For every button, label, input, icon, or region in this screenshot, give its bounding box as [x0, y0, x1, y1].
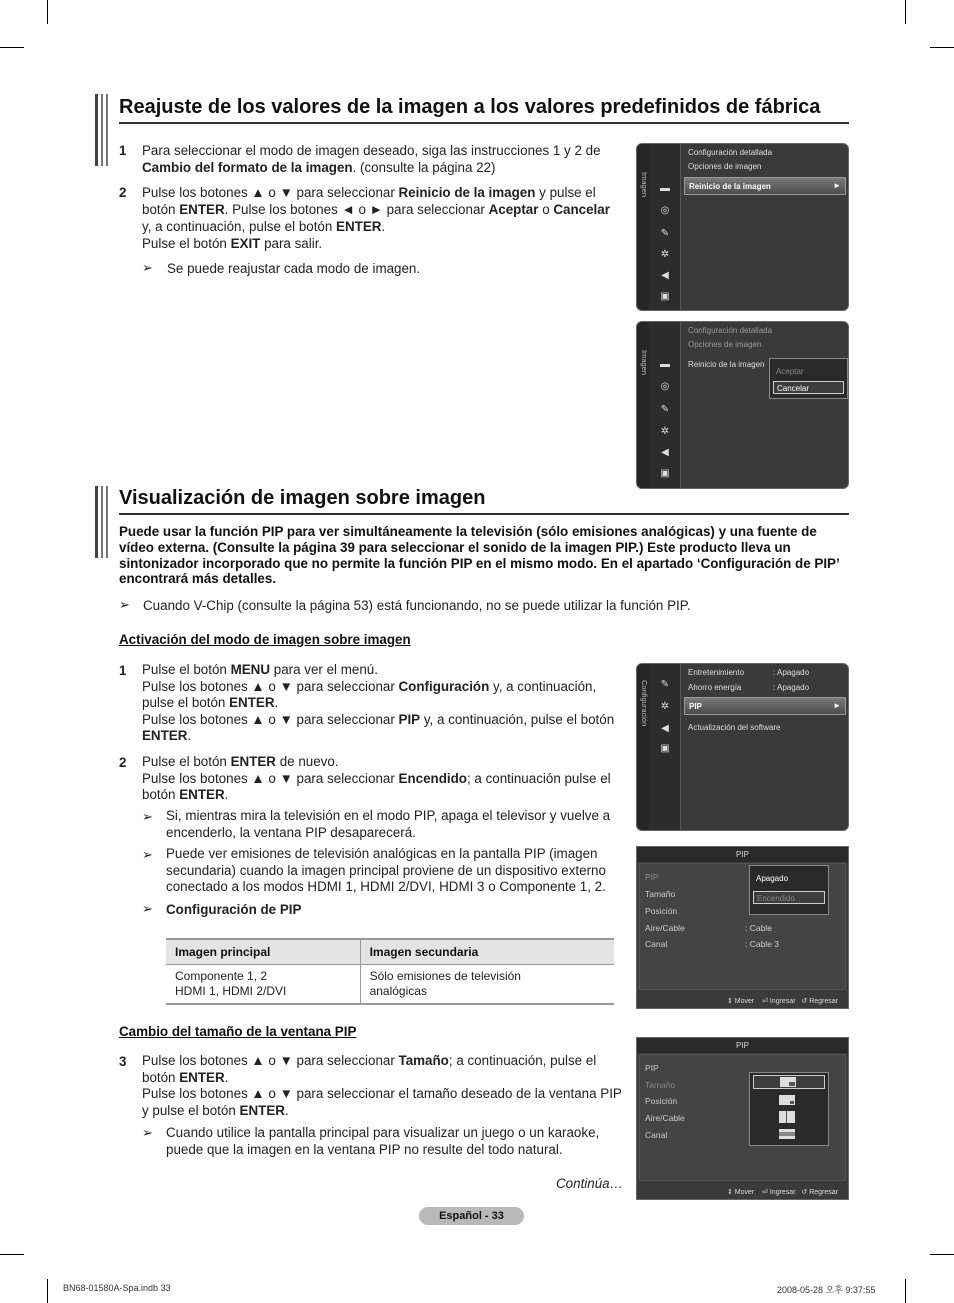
sound-icon: ◎: [660, 205, 670, 216]
setup-icon: ✲: [660, 426, 670, 437]
step-text: Pulse el botón ENTER de nuevo. Pulse los botones ▲ o ▼ para seleccionar Encendido; a continuación pulse el botón ENTER.: [142, 754, 611, 803]
arrow-right-icon: ►: [833, 701, 841, 710]
menu-item[interactable]: Actualización del software: [688, 723, 781, 732]
section-bar: [101, 486, 103, 558]
crop-mark: [905, 0, 906, 24]
option-accept[interactable]: Aceptar: [776, 367, 804, 376]
note-text: Configuración de PIP: [166, 902, 302, 917]
crop-mark: [0, 1254, 24, 1255]
section-title: Reajuste de los valores de la imagen a los valores predefinidos de fábrica: [119, 96, 821, 118]
picture-icon: ▬: [660, 183, 670, 194]
step-number: 1: [119, 663, 127, 678]
note-arrow-icon: ➢: [142, 1125, 153, 1140]
pip-row[interactable]: PIP: [645, 1063, 659, 1073]
step-number: 2: [119, 185, 127, 200]
step-text: Pulse los botones ▲ o ▼ para seleccionar Tamaño; a continuación, pulse el botón ENTER. Pulse los botones ▲ o ▼ para seleccionar el tamaño deseado de la ventana PIP y pulse el botón ENTER.: [142, 1053, 622, 1118]
panel-footer: ⇕ Mover ⏎ Ingresar ↺ Regresar: [727, 998, 838, 1005]
section-bar: [106, 94, 108, 166]
subsection-heading: Activación del modo de imagen sobre imagen: [119, 632, 411, 647]
footer-timestamp: 2008-05-28 오후 9:37:55: [777, 1285, 876, 1295]
pip-value: : Cable 3: [745, 939, 780, 949]
note-arrow-icon: ➢: [119, 597, 130, 612]
menu-item[interactable]: Ahorro energía: [688, 683, 742, 692]
size-option-selected[interactable]: [753, 1075, 825, 1089]
note-text: Si, mientras mira la televisión en el modo PIP, apaga el televisor y vuelve a encenderlo, la ventana PIP desaparecerá.: [166, 808, 611, 840]
menu-item[interactable]: Opciones de imagen: [688, 162, 762, 171]
note-text: Puede ver emisiones de televisión analógicas en la pantalla PIP (imagen secundaria) cuando la imagen principal proviene de un dispositivo externo conectado a los modos HDMI 1, HDMI 2/DVI, HDMI 3 o Componente 1, 2.: [166, 846, 606, 895]
pip-panel-size: [636, 1037, 849, 1200]
side-label: Configuración: [640, 680, 649, 727]
size-split-icon[interactable]: [779, 1111, 795, 1123]
table-header: Imagen principal: [166, 939, 360, 965]
menu-item[interactable]: Opciones de imagen: [688, 340, 762, 349]
pip-row[interactable]: Tamaño: [645, 889, 676, 899]
channel-icon: ✎: [660, 228, 670, 239]
pip-row[interactable]: Tamaño: [645, 1080, 676, 1090]
side-label: Imagen: [640, 350, 649, 376]
menu-item-selected[interactable]: Reinicio de la imagen ►: [684, 177, 846, 195]
pip-row[interactable]: Aire/Cable: [645, 1113, 685, 1123]
step-number: 3: [119, 1054, 127, 1069]
pip-config-table: [166, 938, 614, 1005]
note-arrow-icon: ➢: [142, 809, 153, 824]
crop-mark: [0, 47, 24, 48]
panel-title: PIP: [637, 1038, 848, 1053]
pip-value: : Cable: [745, 923, 772, 933]
table-cell: Sólo emisiones de televisión analógicas: [360, 965, 614, 1005]
table-header: Imagen secundaria: [360, 939, 614, 965]
menu-item-current[interactable]: Reinicio de la imagen: [688, 360, 765, 369]
application-icon: ▣: [660, 743, 670, 754]
section-rule: [119, 513, 849, 515]
table-row: [166, 965, 614, 1005]
option-off[interactable]: Apagado: [756, 874, 789, 883]
menu-item[interactable]: Configuración detallada: [688, 326, 773, 335]
table-cell: Componente 1, 2 HDMI 1, HDMI 2/DVI: [166, 965, 360, 1005]
application-icon: ▣: [660, 291, 670, 302]
panel-footer: ⇕ Mover ⏎ Ingresar ↺ Regresar: [727, 1189, 838, 1196]
crop-mark: [47, 1279, 48, 1303]
continues-label: Continúa…: [556, 1176, 623, 1191]
section-rule: [119, 122, 849, 124]
step-text: Pulse los botones ▲ o ▼ para seleccionar Reinicio de la imagen y pulse el botón ENTER. Pulse los botones ◄ o ► para seleccionar Aceptar o Cancelar y, a continuación, pulse el botón ENTER. Pulse el botón EXIT para salir.: [142, 185, 610, 251]
subsection-heading: Cambio del tamaño de la ventana PIP: [119, 1024, 357, 1039]
input-icon: ◀: [661, 270, 669, 281]
application-icon: ▣: [660, 468, 670, 479]
section-bar: [101, 94, 103, 166]
step-number: 2: [119, 755, 127, 770]
section-title: Visualización de imagen sobre imagen: [119, 487, 486, 509]
channel-icon: ✎: [660, 679, 670, 690]
pip-row[interactable]: Canal: [645, 939, 668, 949]
pip-size-popup: [749, 1072, 829, 1146]
input-icon: ◀: [661, 723, 669, 734]
section-bar: [95, 94, 98, 166]
page-number-badge: Español - 33: [419, 1207, 524, 1225]
pip-row[interactable]: Canal: [645, 1130, 668, 1140]
menu-item[interactable]: Configuración detallada: [688, 148, 773, 157]
note-text: Se puede reajustar cada modo de imagen.: [167, 261, 421, 276]
osd-panel-picture: [636, 143, 849, 311]
menu-item[interactable]: Entretenimiento: [688, 668, 745, 677]
size-small-icon[interactable]: [779, 1095, 795, 1105]
note-text: Cuando utilice la pantalla principal para visualizar un juego o un karaoke, puede que la imagen en la ventana PIP no resulte del todo natural.: [166, 1125, 600, 1157]
panel-title: PIP: [637, 847, 848, 862]
size-large-icon: [780, 1077, 796, 1087]
pip-panel-on-off: [636, 846, 849, 1009]
input-icon: ◀: [661, 447, 669, 458]
note-arrow-icon: ➢: [142, 847, 153, 862]
reset-popup: [769, 358, 848, 399]
pip-row[interactable]: Aire/Cable: [645, 923, 685, 933]
crop-mark: [47, 0, 48, 24]
option-on[interactable]: Encendido: [753, 891, 825, 904]
pip-row[interactable]: PIP: [645, 872, 659, 882]
side-label: Imagen: [640, 172, 649, 198]
arrow-right-icon: ►: [833, 181, 841, 190]
osd-panel-setup: [636, 663, 849, 831]
intro-text: Puede usar la función PIP para ver simultáneamente la televisión (sólo emisiones analógicas) y una fuente de vídeo externa. (Consulte la página 39 para seleccionar el sonido de la imagen PIP.) Este producto lleva un sintonizador incorporado que no permite la función PIP en el mismo modo. En el apartado ‘Configuración de PIP’ encontrará más detalles.: [119, 524, 839, 587]
pip-onoff-popup: [749, 865, 829, 915]
pip-row[interactable]: Posición: [645, 1096, 678, 1106]
option-cancel[interactable]: Cancelar: [773, 381, 844, 394]
osd-panel-picture-reset: [636, 321, 849, 489]
note-arrow-icon: ➢: [142, 260, 153, 275]
menu-value: : Apagado: [773, 668, 810, 677]
crop-mark: [930, 1254, 954, 1255]
step-text: Pulse el botón MENU para ver el menú. Pulse los botones ▲ o ▼ para seleccionar Configuración y, a continuación, pulse el botón ENTER. Pulse los botones ▲ o ▼ para seleccionar PIP y, a continuación, pulse el botón ENTER.: [142, 662, 615, 744]
section-bar: [95, 486, 98, 558]
setup-icon: ✲: [660, 249, 670, 260]
footer-file: BN68-01580A-Spa.indb 33: [63, 1283, 171, 1293]
menu-item-selected[interactable]: PIP ►: [684, 697, 846, 715]
sound-icon: ◎: [660, 381, 670, 392]
step-text: Para seleccionar el modo de imagen deseado, siga las instrucciones 1 y 2 de Cambio del formato de la imagen. (consulte la página 22): [142, 143, 601, 175]
crop-mark: [930, 47, 954, 48]
step-number: 1: [119, 143, 127, 158]
note-text: Cuando V-Chip (consulte la página 53) está funcionando, no se puede utilizar la función PIP.: [143, 598, 691, 613]
channel-icon: ✎: [660, 404, 670, 415]
setup-icon: ✲: [660, 701, 670, 712]
note-arrow-icon: ➢: [142, 901, 153, 916]
section-bar: [106, 486, 108, 558]
pip-row[interactable]: Posición: [645, 906, 678, 916]
picture-icon: ▬: [660, 359, 670, 370]
crop-mark: [905, 1279, 906, 1303]
size-split-small-icon[interactable]: [779, 1129, 795, 1139]
menu-value: : Apagado: [773, 683, 810, 692]
